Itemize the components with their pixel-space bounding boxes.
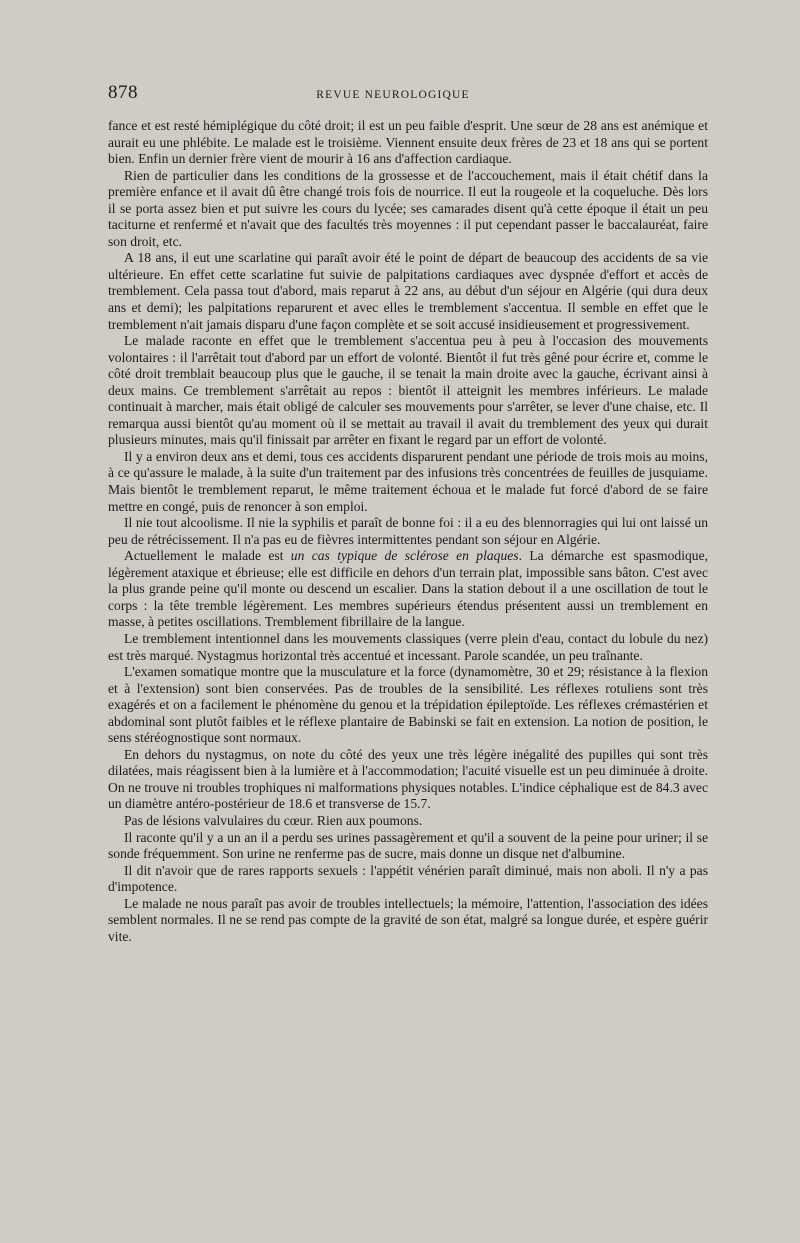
paragraph xyxy=(108,168,708,251)
journal-title: REVUE NEUROLOGIQUE xyxy=(316,89,470,101)
paragraph xyxy=(108,118,708,168)
paragraph-text: . La démarche est spasmodique, légèrement ataxique et ébrieuse; elle est difficile en dehors d'un terrain plat, impossible sans bâton. C'est avec la plus grande peine qu'il monte ou descend un escalier. Dans la station debout il a une oscillation de tout le corps : la tête tremble légèrement. Les membres supérieurs étendus présentent aussi un tremblement en masse, à petites oscillations. Tremblement fibrillaire de la langue. xyxy=(108,548,709,630)
paragraph-text: Actuellement le malade est xyxy=(124,548,291,564)
running-head xyxy=(108,82,708,108)
paragraph-text: fance et est resté hémiplégique du côté droit; il est un peu faible d'esprit. Une sœur de 28 ans est anémique et aurait eu une phlébite. Le malade est le troisième. Viennent ensuite deux frères de 23 et 18 ans qui se portent bien. Enfin un dernier frère vient de mourir à 16 ans d'affection cardiaque. xyxy=(108,118,708,167)
article-body xyxy=(108,118,708,945)
paragraph-text: Pas de lésions valvulaires du cœur. Rien aux poumons. xyxy=(124,812,423,828)
paragraph-text: L'examen somatique montre que la musculature et la force (dynamomètre, 30 et 29; résistance à la flexion et à l'extension) sont bien conservées. Pas de troubles de la sensibilité. Les réflexes rotuliens sont très exagérés et on a facilement le phénomène du genou et la trépidation épileptoïde. Les réflexes crémastérien et abdominal sont plutôt faibles et le réflexe plantaire de Babinski se fait en extension. La notion de position, le sens stéréognostique sont normaux. xyxy=(108,664,708,746)
paragraph-text: Il y a environ deux ans et demi, tous ces accidents disparurent pendant une période de trois mois au moins, à ce qu'assure le malade, à la suite d'un traitement par des infusions très concentrées de feuilles de jusquiame. Mais bientôt le tremblement reparut, le même traitement échoua et le malade fut forcé d'abord de se faire mettre en congé, puis de renoncer à son emploi. xyxy=(108,448,708,514)
paragraph xyxy=(108,813,708,830)
paragraph-text: En dehors du nystagmus, on note du côté des yeux une très légère inégalité des pupilles qui sont très dilatées, mais réagissent bien à la lumière et à l'accommodation; l'acuité visuelle est un peu diminuée à droite. On ne trouve ni troubles trophiques ni malformations physiques notables. L'indice céphalique est de 84.3 avec un diamètre antéro-postérieur de 18.6 et transverse de 15.7. xyxy=(108,746,708,812)
paragraph xyxy=(108,333,708,449)
italic-phrase: un cas typique de sclérose en plaques xyxy=(290,548,519,564)
paragraph-text: Il raconte qu'il y a un an il a perdu ses urines passagèrement et qu'il a souvent de la peine pour uriner; il se sonde fréquemment. Son urine ne renferme pas de sucre, mais donne un disque net d'albumine. xyxy=(108,829,708,862)
paragraph xyxy=(108,515,708,548)
paragraph xyxy=(108,664,708,747)
paragraph-text: Il dit n'avoir que de rares rapports sexuels : l'appétit vénérien paraît diminué, mais non aboli. Il n'y a pas d'impotence. xyxy=(108,862,708,895)
paragraph xyxy=(108,449,708,515)
paragraph-text: Le malade raconte en effet que le tremblement s'accentua peu à peu à l'occasion des mouvements volontaires : il l'arrêtait tout d'abord par un effort de volonté. Bientôt il fut très gêné pour écrire et, comme le côté droit tremblait beaucoup plus que le gauche, il se tenait la main droite avec la gauche, écrivant ainsi à deux mains. Ce tremblement s'arrêtait au repos : bientôt il atteignit les membres inférieurs. Le malade continuait à marcher, mais était obligé de calculer ses mouvements pour s'arrêter, se lever d'une chaise, etc. Il remarqua aussi bientôt qu'au moment où il se mettait au travail il avait du tremblement des yeux qui durait plusieurs minutes, mais qu'il finissait par arrêter en fixant le regard par un effort de volonté. xyxy=(108,333,708,448)
paragraph-text: Le tremblement intentionnel dans les mouvements classiques (verre plein d'eau, contact du lobule du nez) est très marqué. Nystagmus horizontal très accentué et incessant. Parole scandée, un peu traînante. xyxy=(108,630,708,663)
paragraph xyxy=(108,747,708,813)
paragraph-text: A 18 ans, il eut une scarlatine qui paraît avoir été le point de départ de beaucoup des accidents de sa vie ultérieure. En effet cette scarlatine fut suivie de palpitations cardiaques avec dyspnée d'effort et accès de tremblement. Cela passa tout d'abord, mais reparut à 22 ans, au début d'un séjour en Algérie (qui dura deux ans et demi); les palpitations reparurent et avec elles le tremblement s'accentua. Il semble en effet que le tremblement n'ait jamais disparu d'une façon complète et se soit accusé insidieusement et progressivement. xyxy=(108,250,708,332)
paragraph xyxy=(108,830,708,863)
paragraph-text: Il nie tout alcoolisme. Il nie la syphilis et paraît de bonne foi : il a eu des blennorragies qui lui ont laissé un peu de rétrécissement. Il n'a pas eu de fièvres intermittentes pendant son séjour en Algérie. xyxy=(108,515,708,547)
page-number: 878 xyxy=(108,82,138,103)
paragraph xyxy=(108,250,708,333)
paragraph-text: Rien de particulier dans les conditions de la grossesse et de l'accouchement, mais il était chétif dans la première enfance et il avait dû être changé trois fois de nourrice. Il eut la rougeole et la coqueluche. Dès lors il se porta assez bien et put suivre les cours du lycée; ses camarades disent qu'à cette époque il était un peu taciturne et renfermé et n'avait que des facultés très moyennes : il put cependant passer le baccalauréat, faire son droit, etc. xyxy=(108,167,708,249)
paragraph xyxy=(108,863,708,896)
paragraph-text: Le malade ne nous paraît pas avoir de troubles intellectuels; la mémoire, l'attention, l'association des idées semblent normales. Il ne se rend pas compte de la gravité de son état, malgré sa longue durée, et espère guérir vite. xyxy=(108,895,708,944)
paragraph xyxy=(108,631,708,664)
paragraph xyxy=(108,896,708,946)
paragraph xyxy=(108,548,708,631)
